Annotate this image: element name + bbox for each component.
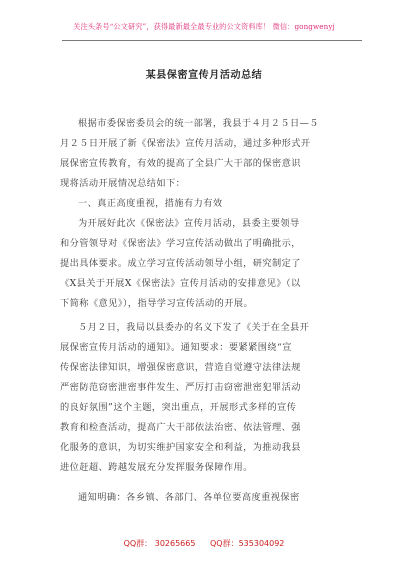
body-line: 现将活动开展情况总结如下： — [60, 178, 186, 189]
footer-qq-group-1: QQ群： 30265665 — [123, 539, 196, 548]
body-line: 进位赶超、跨越发展充分发挥服务保障作用。 — [60, 462, 253, 473]
body-line: 通知明确：各乡镇、各部门、各单位要高度重视保密 — [78, 492, 300, 503]
body-line: 严密防范窃密泄密事件发生、严厉打击窃密泄密犯罪活动 — [60, 382, 301, 393]
header-divider — [62, 40, 362, 41]
body-line: 下简称《意见》），指导学习宣传活动的开展。 — [60, 298, 254, 309]
header-banner: 关注头条号“公文研究”，获得最新最全最专业的公文资料库！ 微信：gongwenyj — [73, 22, 335, 31]
body-line: 传保密法律知识，增强保密意识，营造自觉遵守法律法规 — [60, 362, 301, 373]
body-line: ５月２日，我局以县委办的名义下发了《关于在全县开 — [78, 322, 310, 333]
body-line: 化服务的意识，为切实维护国家安全和利益，为推动我县 — [60, 442, 301, 453]
body-line: 《X县关于开展X《保密法》宣传月活动的安排意见》（以 — [60, 278, 301, 289]
body-line: 的良好氛围”这个主题，突出重点，开展形式多样的宣传 — [60, 402, 297, 413]
body-line: 为开展好此次《保密法》宣传月活动，县委主要领导 — [78, 218, 300, 229]
body-line: 月２５日开展了新《保密法》宣传月活动，通过多种形式开 — [60, 138, 311, 149]
section-heading: 一、真正高度重视，措施有力有效 — [78, 198, 223, 209]
body-line: 教育和检查活动，提高广大干部依法治密、依法管理、强 — [60, 422, 301, 433]
document-title: 某县保密宣传月活动总结 — [145, 70, 263, 81]
body-line: 展保密宣传月活动的通知》。通知要求：要紧紧围绕“宣 — [60, 342, 292, 353]
footer-contact — [0, 538, 408, 549]
body-line: 根据市委保密委员会的统一部署，我县于４月２５日—５ — [78, 118, 319, 129]
footer-qq-group-2: QQ群：535304092 — [210, 539, 285, 548]
body-line: 提出具体要求。成立学习宣传活动领导小组，研究制定了 — [60, 258, 301, 269]
body-line: 和分管领导对《保密法》学习宣传活动做出了明确批示， — [60, 238, 301, 249]
body-line: 展保密宣传教育，有效的提高了全县广大干部的保密意识 — [60, 158, 301, 169]
